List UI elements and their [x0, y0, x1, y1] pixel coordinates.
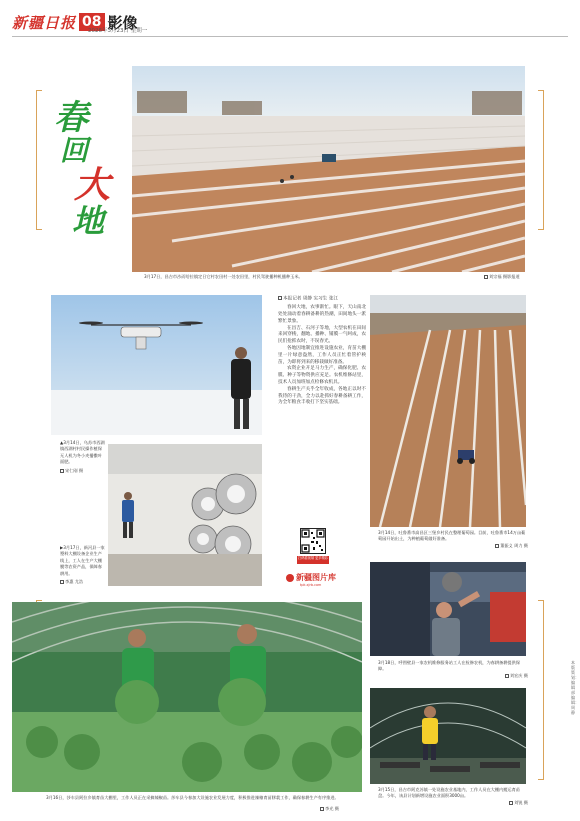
- bracket-top-right: [538, 90, 544, 230]
- article-paragraph: 各地因地制宜推进设施农业，育苗大棚里一片绿意盎然，工作人员正忙着管护秧苗，为即将到来的移栽做好准备。: [278, 346, 366, 365]
- drone-illustration: [51, 295, 262, 435]
- credit-worker: [378, 800, 528, 806]
- article-paragraph: 农资企业开足马力生产，确保化肥、农膜、种子等物资供应充足。农机维修站里，技术人员加班加点检修农机具。: [278, 366, 366, 386]
- photo-vineyard: [370, 295, 526, 527]
- title-char-1: 春: [54, 98, 88, 138]
- credit-text: 李光 摄: [325, 806, 339, 811]
- title-char-2: 回: [60, 134, 89, 167]
- factory-illustration: [108, 444, 262, 586]
- credit-greenhouse: [320, 806, 370, 812]
- byline-text: 本报记者 周静 实习生 张江: [283, 296, 338, 302]
- caption-text: ▶3月17日，新河县一家塑料大棚设备企业生产线上，工人在生产大棚膜等农资产品，保障春耕用。: [60, 545, 105, 576]
- article-paragraph: 在昌吉、石河子等地，大型农机在田间来回穿梭，翻地、播种、铺膜一气呵成，农民们抢抓农时，不误春光。: [278, 325, 366, 345]
- credit-text: 刘宗福 摄影报道: [489, 274, 520, 279]
- newspaper-logo: 新疆日报: [12, 13, 77, 32]
- caption-text: 3月14日，吐鲁番市高昌区三堡乡村民在整理葡萄园。目前，吐鲁番市14万亩葡萄园开始出土，为种植葡萄做好准备。: [378, 530, 526, 542]
- credit-text: 宋仁刚 摄: [65, 467, 84, 473]
- caption-drone: [60, 440, 106, 474]
- vineyard-illustration: [370, 295, 526, 527]
- article-paragraph: 春回大地，农事渐忙。眼下，天山南北处处涌动着春耕备耕的热潮，田间地头一派繁忙景象。: [278, 305, 366, 324]
- qr-pattern: [301, 529, 325, 553]
- issue-date: 2026年3月23日 星期一: [88, 28, 148, 34]
- caption-text: 3月17日，昌吉市沙而哈拉镇定日它村农田村一处农田里，村民驾驶播种机播种玉米。: [144, 274, 303, 279]
- brand-dot-icon: [286, 574, 294, 582]
- brand-name: 新疆图片库: [296, 573, 336, 582]
- bracket-top-left: [36, 90, 42, 230]
- page-title: [54, 100, 124, 238]
- article-paragraph: 春耕生产关乎全年收成，各地正以时不我待的干劲，全力以赴抓好春耕备耕工作，为全年粮食丰收打下坚实基础。: [278, 386, 366, 406]
- brand-logo: [286, 572, 336, 583]
- photo-worker: [370, 688, 526, 784]
- caption-text: 3月15日，昌吉市阿克苏镇一处设施农业基地内，工作人员在大棚内搬运育苗盘。今年，该县计划新增设施农业面积3000亩。: [378, 787, 520, 799]
- credit-text: 李惠 尤浩: [65, 579, 84, 585]
- mechanic-illustration: [370, 562, 526, 656]
- caption-greenhouse: [46, 795, 346, 801]
- article: [278, 296, 366, 407]
- greenhouse-illustration: [12, 602, 362, 792]
- bracket-bottom-right: [538, 600, 544, 780]
- caption-mechanic: [378, 660, 528, 679]
- qr-code[interactable]: [300, 528, 326, 554]
- title-char-3: 大: [74, 164, 111, 206]
- credit-text: 刘宏庆 摄: [509, 672, 528, 678]
- photo-factory: [108, 444, 262, 586]
- header-rule: [12, 36, 568, 37]
- field-illustration: [132, 66, 525, 272]
- brand-url[interactable]: tpk.xjrb.com: [300, 583, 322, 587]
- caption-planting-field: [144, 274, 494, 280]
- worker-illustration: [370, 688, 526, 784]
- photo-planting-field: [132, 66, 525, 272]
- side-editor-note: 本版策划：编辑部 编辑：周静: [571, 660, 579, 715]
- caption-text: ▲3月14日，乌苏市西湖镇西湖村村民操作植保无人机为冬小麦播撒叶面肥。: [60, 440, 105, 465]
- title-char-4: 地: [72, 202, 105, 240]
- credit-vineyard: [378, 543, 528, 549]
- credit-drone: [60, 468, 106, 474]
- caption-vineyard: [378, 530, 528, 549]
- caption-worker: [378, 787, 528, 806]
- photo-greenhouse: [12, 602, 362, 792]
- caption-factory: [60, 545, 106, 585]
- page-number: 08: [79, 13, 104, 31]
- credit-factory: [60, 579, 106, 585]
- caption-text: 3月18日，呼图壁县一家农机维修服务站工人在检修农机，为春耕备耕提供保障。: [378, 660, 520, 672]
- credit-text: 董振义 周力 摄: [500, 542, 528, 548]
- credit-mechanic: [378, 673, 528, 679]
- caption-text: 3月16日，莎车县阿拉乡镇育苗大棚里，工作人员正在采摘辣椒苗。莎车县今春加大设施农业发展力度，积极推进辣椒育苗移栽工作，确保春耕生产有序推进。: [46, 795, 339, 800]
- qr-label: 扫码看视频 更多精彩: [297, 556, 329, 564]
- photo-drone: [51, 295, 262, 435]
- credit-text: 刘锐 摄: [514, 799, 528, 805]
- credit-planting-field: [484, 274, 544, 280]
- article-byline: [278, 296, 366, 303]
- photo-mechanic: [370, 562, 526, 656]
- section-name: 影像: [107, 13, 138, 32]
